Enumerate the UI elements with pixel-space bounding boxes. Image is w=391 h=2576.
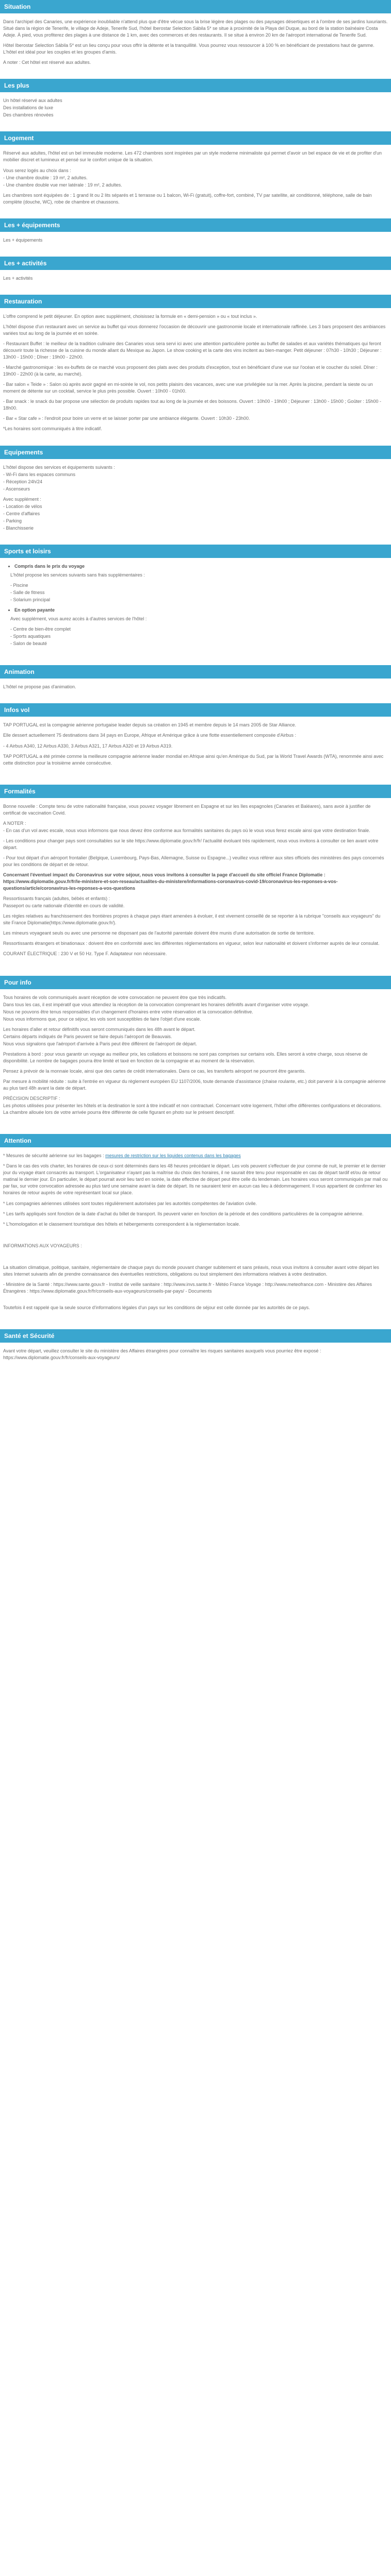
restauration-paragraph: L'offre comprend le petit déjeuner. En option avec supplément, choisissez la formule en « demi-pension » ou « tout inclus ». xyxy=(3,313,257,319)
logement-paragraph-3: Les chambres sont équipées de : 1 grand lit ou 2 lits séparés et 1 terrasse ou 1 balcon, Wi-Fi (gratuit), coffre-fort, combiné, TV par satellite, air conditionné, téléphone, salle de bain complète (douche, WC), robe de chambre et chaussons. xyxy=(3,192,372,205)
equipements-item: - Centre d'affaires xyxy=(3,511,40,516)
attention-security-label: * Mesures de sécurité aérienne sur les bagages : xyxy=(3,1153,106,1159)
equipements-item: - Parking xyxy=(3,518,22,523)
equipements-item: - Wi-Fi dans les espaces communs xyxy=(3,471,76,477)
section-restauration xyxy=(0,295,391,446)
equipements-item: - Location de vélos xyxy=(3,503,42,509)
formalites-note-label: A NOTER : xyxy=(3,820,26,826)
formalites-paragraph: Bonne nouvelle : Compte tenu de votre nationalité française, vous pouvez voyager librement en Espagne et sur les îles espagnoles (Canaries et Baléares), sans avoir à justifier de certificat de vaccination Covid. xyxy=(3,803,371,816)
section-title-attention: Attention xyxy=(0,1134,391,1147)
pour-info-paragraph: Pensez à prévoir de la monnaie locale, ainsi que des cartes de crédit internationales. Dans ce cas, les transferts aéroport ne pourront être garantis. xyxy=(3,1068,306,1074)
pour-info-paragraph: Dans tous les cas, il est impératif que vous attendiez la réception de la convocation comprenant les horaires définitifs avant d'organiser votre voyage. xyxy=(3,1002,309,1007)
pour-info-paragraph: Nous vous informons que, pour ce séjour, les vols sont susceptibles de faire l'objet d'une escale. xyxy=(3,1016,201,1022)
pour-info-precision-heading: PRÉCISION DESCRIPTIF : xyxy=(3,1096,60,1101)
infos-vol-paragraph: TAP PORTUGAL a été primée comme la meilleure compagnie aérienne leader mondial en Afrique ainsi qu'en Amérique du Sud, par la World Travel Awards (WTA), renommée ainsi avec cette distinction pour la troisième année consécutive. xyxy=(3,753,384,766)
formalites-paragraph: - Les conditions pour changer pays sont consultables sur le site https://www.diplomatie.gouv.fr/fr/ l'actualité évoluant très rapidement, nous vous invitons à consulter ce lien avant votre départ. xyxy=(3,838,379,850)
section-animation xyxy=(0,665,391,703)
formalites-paragraph: Les mineurs voyageant seuls ou avec une personne ne disposant pas de l'autorité parentale doivent être munis d'une autorisation de sortie de territoire. xyxy=(3,930,315,936)
restauration-paragraph: - Marché gastronomique : les ex-buffets de ce marché vous proposent des plats avec des produits d'exception, tout en bénéficiant d'une vue sur l'océan et le coucher du soleil. Dîner : 19h00 - 22h00 (à la carte, au marché). xyxy=(3,365,378,377)
section-plus-equipements xyxy=(0,218,391,257)
section-title-restauration: Restauration xyxy=(0,295,391,308)
section-formalites xyxy=(0,785,391,976)
section-infos-vol xyxy=(0,703,391,784)
section-sante-securite xyxy=(0,1329,391,1368)
restauration-paragraph: - Bar snack : le snack du bar propose une sélection de produits rapides tout au long de la journée et des boissons. Ouvert : 10h00 - 19h00 ; Déjeuner : 13h00 - 15h00 ; Goûter : 15h00 - 18h00. xyxy=(3,399,381,411)
attention-paragraph: - Ministère de la Santé : https://www.sante.gouv.fr - Institut de veille sanitaire : http://www.invs.sante.fr - Météo France Voyage : http://www.meteofrance.com - Ministère des Affaires Étrangères : https://www.diplomatie.gouv.fr/fr/conseils-aux-voyageurs/conseils-par-pays/ - Documents xyxy=(3,1281,372,1294)
pour-info-paragraph: Par mesure à mobilité réduite : suite à l'entrée en vigueur du règlement européen EU 1107/2006, toute demande d'assistance (chaise roulante, etc.) doit parvenir à la compagnie aérienne au plus tard 48h avant la date de départ. xyxy=(3,1078,386,1091)
sports-item: - Salle de fitness xyxy=(10,590,45,596)
section-les-plus xyxy=(0,79,391,131)
attention-paragraph xyxy=(3,1153,388,1159)
logement-room-type: - Une chambre double vue mer latérale : 19 m², 2 adultes. xyxy=(3,182,122,188)
plus-item: Des chambres rénovées xyxy=(3,112,54,118)
section-attention xyxy=(0,1134,391,1329)
formalites-covid-notice: Concernant l'éventuel impact du Coronavirus sur votre séjour, nous vous invitons à consulter la page d'accueil du site officiel France Diplomatie : https://www.diplomatie.gouv.fr/fr/le-ministere-et-son-reseau/actualites-du-ministere/informations-coronavirus-covid-19/coronavirus-les-reponses-a-vos-questions/article/coronavirus-les-reponses-a-vos-questions xyxy=(3,872,338,891)
attention-paragraph: Toutefois il est rappelé que la seule source d'informations légales d'un pays sur les conditions de séjour est celle donnée par les autorités de ce pays. xyxy=(3,1304,310,1310)
logement-paragraph-1: Réservé aux adultes, l'hôtel est un bel immeuble moderne. Les 472 chambres sont inspirées par un style moderne minimaliste qui permet d'avoir un bel espace de vie et de profiter d'un mobilier discret et lumineux et pensé sur le confort unique de la situation. xyxy=(3,150,382,163)
formalites-paragraph: Ressortissants étrangers et binationaux : doivent être en conformité avec les différentes réglementations en vigueur, selon leur nationalité et doivent s'informer auprès de leur consulat. xyxy=(3,941,380,946)
attention-travellers-heading: INFORMATIONS AUX VOYAGEURS : xyxy=(3,1243,82,1248)
attention-paragraph: La situation climatique, politique, sanitaire, réglementaire de chaque pays du monde pouvant changer subitement et sans préavis, nous vous invitons à consulter avant votre départ les sites Internet suivants afin de prendre connaissance des éventuelles restrictions, obligations ou tout simplement des informations relatives à votre destination. xyxy=(3,1264,379,1277)
formalites-nationals-heading: Ressortissants français (adultes, bébés et enfants) : xyxy=(3,896,110,902)
attention-paragraph: * Les compagnies aériennes utilisées sont toutes régulièrement autorisées par les autorités compétentes de l'aviation civile. xyxy=(3,1200,257,1206)
sports-item: - Solarium principal xyxy=(10,597,51,603)
plus-item: Des installations de luxe xyxy=(3,105,54,111)
restauration-paragraph: - Bar « Star cafe » : l'endroit pour boire un verre et se laisser porter par une ambiance élégante. Ouvert : 10h30 - 23h00. xyxy=(3,416,250,421)
section-title-situation: Situation xyxy=(0,0,391,13)
equipements-item: - Ascenseurs xyxy=(3,486,30,492)
formalites-paragraph: Passeport ou carte nationale d'identité en cours de validité. xyxy=(3,903,125,909)
restauration-paragraph: *Les horaires sont communiqués à titre indicatif. xyxy=(3,426,102,432)
section-title-sports-loisirs: Sports et loisirs xyxy=(0,545,391,558)
restauration-paragraph: L'hôtel dispose d'un restaurant avec un service au buffet qui vous donnerez l'occasion de découvrir une gastronomie locale et internationale raffinée. Les 3 bars proposent des ambiances variées tout au long de la journée et en soirée. xyxy=(3,324,386,336)
section-title-plus-activites: Les + activités xyxy=(0,257,391,270)
section-title-sante-securite: Santé et Sécurité xyxy=(0,1329,391,1343)
sante-paragraph: Avant votre départ, veuillez consulter le site du ministère des Affaires étrangères pour connaître les risques sanitaires auxquels vous pourriez être exposé : https://www.diplomatie.gouv.fr/fr/conseils-aux-voyageurs/ xyxy=(3,1348,321,1360)
pour-info-paragraph: Les photos utilisées pour présenter les hôtels et la destination le sont à titre indicatif et non contractuel. Concernant votre logement, l'hôtel offre différentes configurations et décorations. La chambre allouée lors de votre arrivée pourra être différente de celle figurant en photo sur le présent descriptif. xyxy=(3,1103,382,1115)
sports-optional-intro: Avec supplément, vous aurez accès à d'autres services de l'hôtel : xyxy=(10,616,147,622)
section-title-equipements: Equipements xyxy=(0,446,391,459)
pour-info-paragraph: Nous vous signalons que l'aéroport d'arrivée à Paris peut être différent de l'aéroport de départ. xyxy=(3,1041,197,1046)
plus-equipements-text: Les + équipements xyxy=(3,237,43,243)
liquids-restriction-link[interactable]: mesures de restriction sur les liquides contenus dans les bagages xyxy=(105,1153,241,1159)
restauration-paragraph: - Restaurant Buffet : le meilleur de la tradition culinaire des Canaries vous sera servi ici avec une attention particulière portée au buffet de salades et aux variétés thématiques qui feront découvrir toute la richesse de la cuisine du monde allant du Mexique au Japon. Le show cooking et la carte des vins incitent au bien-manger. Petit déjeuner : 07h30 - 10h30 ; Déjeuner : 13h00 - 15h00 ; Dîner : 19h00 - 22h00. xyxy=(3,341,382,360)
sports-item: - Piscine xyxy=(10,583,28,588)
formalites-paragraph: COURANT ÉLECTRIQUE : 230 V et 50 Hz. Type F. Adaptateur non nécessaire. xyxy=(3,951,167,957)
equipements-supplement-label: Avec supplément : xyxy=(3,496,41,502)
attention-paragraph: * L'homologation et le classement touristique des hôtels et hébergements correspondent à la réglementation locale. xyxy=(3,1221,240,1227)
formalites-paragraph: - Pour tout départ d'un aéroport frontalier (Belgique, Luxembourg, Pays-Bas, Allemagne, Suisse ou Espagne...) veuillez vous référer aux sites officiels des ministères des pays concernés pour les conditions de départ et de retour. xyxy=(3,855,384,867)
logement-room-type: - Une chambre double : 19 m², 2 adultes. xyxy=(3,175,88,180)
section-title-animation: Animation xyxy=(0,665,391,679)
section-logement xyxy=(0,131,391,218)
sports-included-intro: L'hôtel propose les services suivants sans frais supplémentaires : xyxy=(10,572,145,578)
section-equipements xyxy=(0,446,391,545)
section-title-formalites: Formalités xyxy=(0,785,391,798)
restauration-paragraph: - Bar salon « Teide » : Salon où après avoir gagné en mi-soirée le vol, nos petits plaisirs des vacances, avec une vue privilégiée sur la mer. Après la piscine, pendant la sieste ou un moment de détente sur un cocktail, service le plus près possible. Ouvert : 10h00 - 01h00. xyxy=(3,382,373,394)
pour-info-paragraph: Certains départs indiqués de Paris peuvent se faire depuis l'aéroport de Beauvais. xyxy=(3,1033,172,1039)
section-title-pour-info: Pour info xyxy=(0,976,391,989)
sports-included-heading: • Compris dans le prix du voyage xyxy=(14,563,388,570)
plus-item: Un hôtel réservé aux adultes xyxy=(3,98,62,104)
sports-optional-heading: • En option payante xyxy=(14,607,388,614)
formalites-paragraph: Les règles relatives au franchissement des frontières propres à chaque pays étant amenées à évoluer, il est vivement conseillé de se reporter à la rubrique "conseils aux voyageurs" du site France Diplomatie(https://www.diplomatie.gouv.fr/). xyxy=(3,913,381,926)
pour-info-paragraph: Tous horaires de vols communiqués avant réception de votre convocation ne peuvent être que très indicatifs. xyxy=(3,994,227,1000)
equipements-intro: L'hôtel dispose des services et équipements suivants : xyxy=(3,464,115,470)
situation-paragraph-3: A noter : Cet hôtel est réservé aux adultes. xyxy=(3,60,91,65)
section-title-infos-vol: Infos vol xyxy=(0,703,391,717)
infos-vol-paragraph: Elle dessert actuellement 75 destinations dans 34 pays en Europe, Afrique et Amérique grâce à une flotte essentiellement composée d'Airbus : xyxy=(3,733,297,738)
situation-paragraph-2: Hôtel Iberostar Selection Sábila 5* est un lieu conçu pour vous offrir la détente et la tranquillité. Vous pourrez vous ressourcer à 100 % en bénéficiant de prestations haut de gamme. L'hôtel est idéal pour les couples et les groupes d'amis. xyxy=(3,43,374,55)
pour-info-paragraph: Prestations à bord : pour vous garantir un voyage au meilleur prix, les collations et boissons ne sont pas comprises sur certains vols. Elles seront à votre charge, sous réserve de disponibilité. Le nombre de bagages pourra être limité et taxé en fonction de la compagnie et au moment de la réservation. xyxy=(3,1051,368,1063)
section-title-logement: Logement xyxy=(0,131,391,145)
pour-info-paragraph: Nous ne pouvons être tenus responsables d'un changement d'horaires entre votre réservation et la convocation définitive. xyxy=(3,1009,253,1014)
plus-activites-text: Les + activités xyxy=(3,275,33,281)
section-sports-loisirs xyxy=(0,545,391,665)
equipements-item: - Blanchisserie xyxy=(3,525,34,531)
sports-item: - Sports aquatiques xyxy=(10,634,51,639)
logement-paragraph-2: Vous serez logés au choix dans : xyxy=(3,167,71,173)
attention-paragraph: * Les tarifs appliqués sont fonction de la date d'achat du billet de transport. Ils peuvent varier en fonction de la période et des conditions particulières de la compagnie aérienne. xyxy=(3,1211,364,1216)
infos-vol-paragraph: TAP PORTUGAL est la compagnie aérienne portugaise leader depuis sa création en 1945 et membre depuis le 14 mars 2005 de Star Alliance. xyxy=(3,722,296,728)
situation-paragraph-1: Dans l'archipel des Canaries, une expérience inoubliable n'attend plus que d'être vécue sous la brise légère des plages ou des paysages désertiques et à l'ombre de ses jardins luxuriants. Situé dans la région de Tenerife, le village de Adeje, Tenerife Sud, l'hôtel Iberostar Selection Sábila 5* se situe à proximité de la Playa del Duque, au bord de la station balnéaire Costa Adeje. À pied, vous profiterez des plages à une distance de 1 km, avec des commerces et des restaurants. Il se situe à environ 20 km de l'aéroport international de Tenerife Sud. xyxy=(3,19,388,38)
section-plus-activites xyxy=(0,257,391,295)
pour-info-paragraph: Les horaires d'aller et retour définitifs vous seront communiqués dans les 48h avant le départ. xyxy=(3,1026,196,1032)
section-pour-info xyxy=(0,976,391,1134)
section-title-les-plus: Les plus xyxy=(0,79,391,92)
animation-text: L'hôtel ne propose pas d'animation. xyxy=(3,684,76,690)
section-title-plus-equipements: Les + équipements xyxy=(0,218,391,232)
sports-item: - Centre de bien-être complet xyxy=(10,626,71,632)
attention-paragraph: * Dans le cas des vols charter, les horaires de ceux-ci sont déterminés dans les 48 heures précédant le départ. Les vols peuvent s'effectuer de jour comme de nuit, le premier et le dernier jour du voyage étant consacrés au transport. L'organisateur n'ayant pas la maîtrise du choix des horaires, il ne saurait être tenu pour responsable en cas de départ tardif et/ou de retour matinal le dernier jour. En particulier, le départ pourrait avoir lieu tard en soirée, la date effective de départ peut être celle du lendemain. Les horaires vous seront communiqués par mail ou par fax, sur votre convocation adressée au plus tard une semaine avant la date de départ. Ils ne sauraient tenir en aucun cas lieu à dédommagement. Il vous appartient de confirmer les horaires de retour auprès de votre représentant local sur place. xyxy=(3,1163,388,1196)
sports-item: - Salon de beauté xyxy=(10,641,47,647)
equipements-item: - Réception 24h/24 xyxy=(3,479,43,484)
infos-vol-paragraph: - 4 Airbus A340, 12 Airbus A330, 3 Airbus A321, 17 Airbus A320 et 19 Airbus A319. xyxy=(3,743,173,749)
formalites-paragraph: - En cas d'un vol avec escale, nous vous informons que nous devez être conforme aux formalités sanitaires du pays où le vous vous ferez escale ainsi que votre destination finale. xyxy=(3,827,370,833)
section-situation xyxy=(0,0,391,79)
